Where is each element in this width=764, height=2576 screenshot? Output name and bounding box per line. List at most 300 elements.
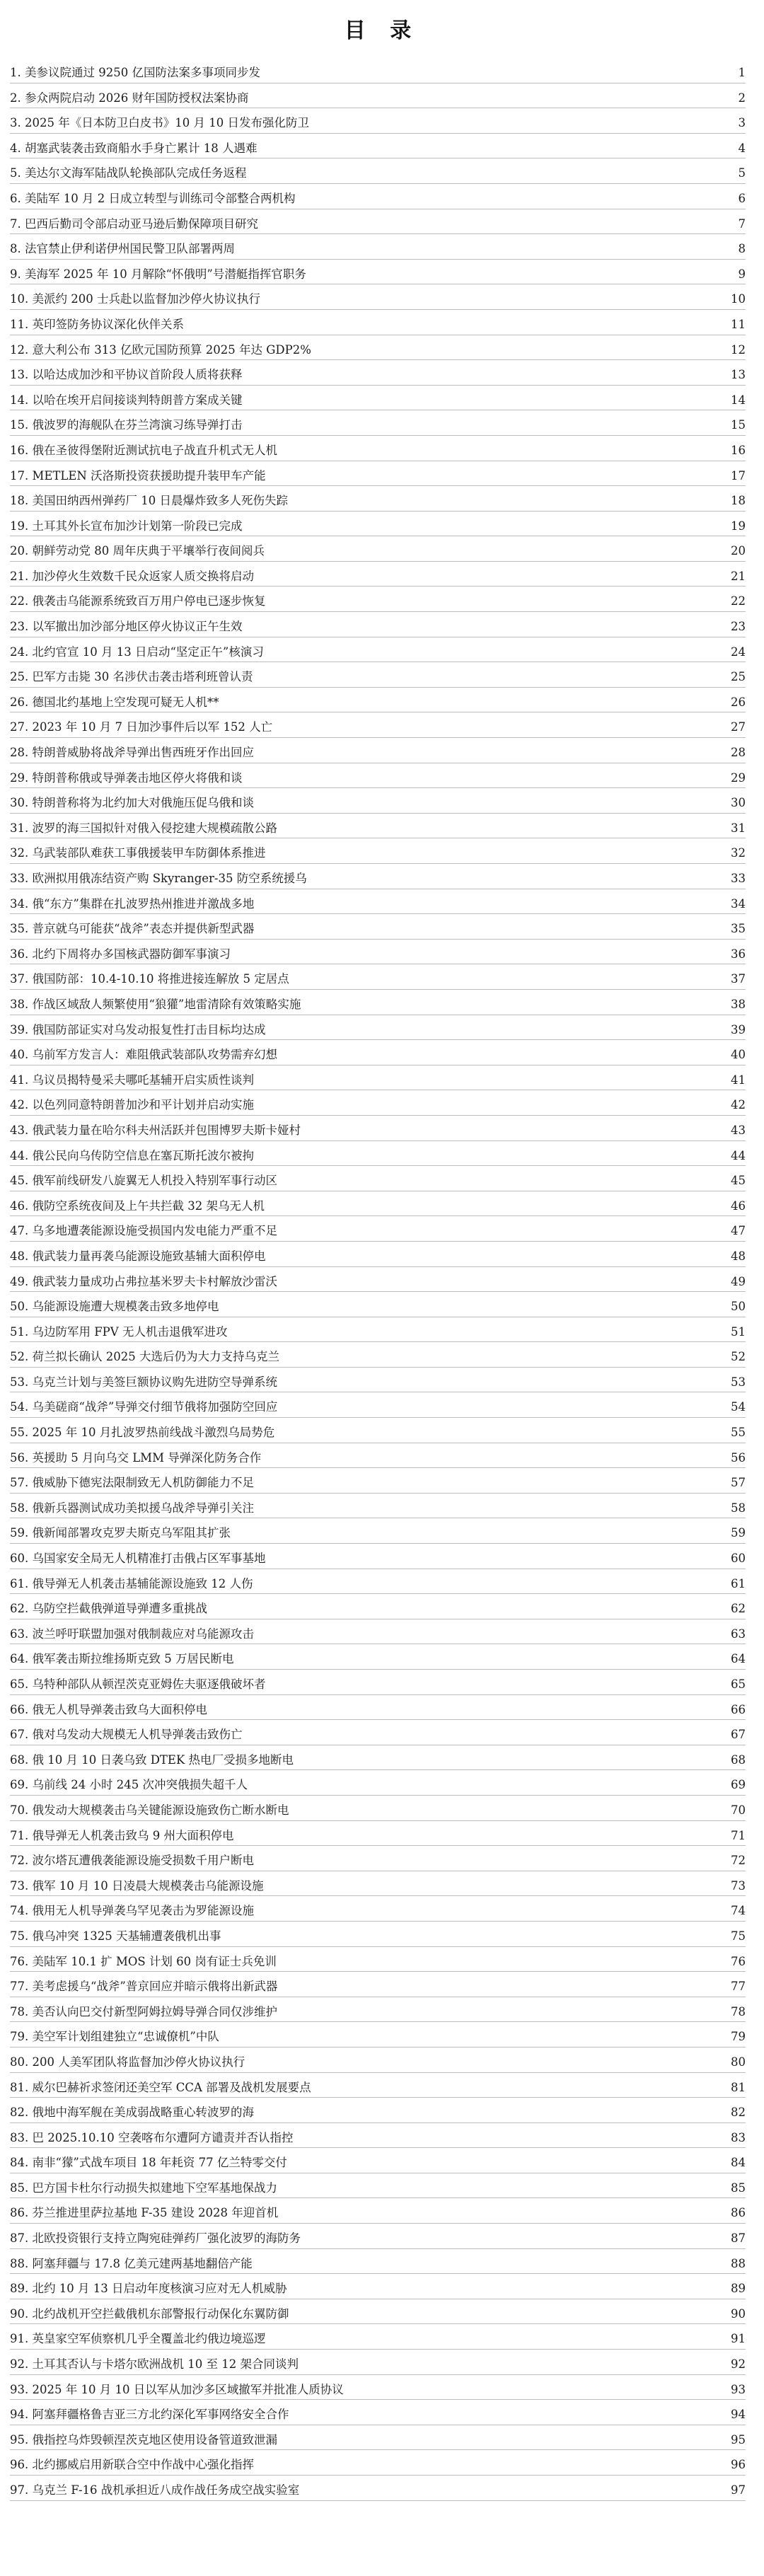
toc-entry-title: 28. 特朗普威胁将战斧导弹出售西班牙作出回应 <box>10 746 254 760</box>
toc-entry-divider <box>10 863 746 864</box>
toc-entry-divider <box>10 259 746 260</box>
toc-entry-title: 10. 美派约 200 士兵赴以监督加沙停火协议执行 <box>10 292 260 306</box>
toc-entry-title: 21. 加沙停火生效数千民众返家人质交换将启动 <box>10 569 254 583</box>
toc-entry-title: 19. 土耳其外长宣布加沙计划第一阶段已完成 <box>10 519 243 533</box>
toc-entry[interactable] <box>0 237 764 262</box>
toc-entry-title: 46. 俄防空系统夜间及上午共拦截 32 架乌无人机 <box>10 1199 265 1213</box>
toc-entry-title: 50. 乌能源设施遭大规模袭击致多地停电 <box>10 1300 219 1314</box>
toc-entry-title: 63. 波兰呼吁联盟加强对俄制裁应对乌能源攻击 <box>10 1627 254 1641</box>
toc-entry[interactable] <box>0 363 764 388</box>
toc-entry-title: 12. 意大利公布 313 亿欧元国防预算 2025 年达 GDP2% <box>10 342 311 357</box>
toc-entry[interactable] <box>0 791 764 816</box>
toc-entry-title: 93. 2025 年 10 月 10 日以军从加沙多区域撤军并批准人质协议 <box>10 2382 344 2396</box>
toc-entry-title: 54. 乌美磋商“战斧”导弹交付细节俄将加强防空回应 <box>10 1400 278 1414</box>
toc-entry-page-number: 13 <box>731 368 746 382</box>
toc-entry-divider <box>10 1215 746 1216</box>
toc-entry[interactable] <box>0 1673 764 1698</box>
toc-entry[interactable] <box>0 1773 764 1798</box>
toc-entry-page-number: 31 <box>731 821 746 835</box>
toc-entry[interactable] <box>0 589 764 615</box>
toc-entry[interactable] <box>0 2176 764 2202</box>
toc-entry[interactable] <box>0 1899 764 1924</box>
toc-entry[interactable] <box>0 489 764 514</box>
toc-entry[interactable] <box>0 262 764 288</box>
toc-entry[interactable] <box>0 539 764 565</box>
toc-entry-page-number: 66 <box>731 1702 746 1716</box>
toc-entry[interactable] <box>0 1270 764 1295</box>
toc-entry-page-number: 16 <box>731 443 746 457</box>
toc-entry-divider <box>10 2147 746 2148</box>
toc-entry[interactable] <box>0 287 764 313</box>
toc-entry-title: 75. 俄乌冲突 1325 天基辅遭袭俄机出事 <box>10 1929 221 1943</box>
toc-entry-divider <box>10 813 746 814</box>
toc-entry-title: 5. 美达尔文海军陆战队轮换部队完成任务返程 <box>10 166 247 180</box>
toc-entry[interactable] <box>0 1395 764 1421</box>
toc-entry-title: 39. 俄国防部证实对乌发动报复性打击目标均达成 <box>10 1022 266 1036</box>
toc-entry-title: 64. 俄军袭击斯拉维扬斯克致 5 万居民断电 <box>10 1652 234 1666</box>
toc-entry-title: 26. 德国北约基地上空发现可疑无人机** <box>10 695 219 709</box>
toc-entry-title: 67. 俄对乌发动大规模无人机导弹袭击致伤亡 <box>10 1728 243 1742</box>
toc-entry-divider <box>10 1946 746 1947</box>
toc-entry-page-number: 97 <box>731 2483 746 2497</box>
toc-entry-title: 92. 土耳其否认与卡塔尔欧洲战机 10 至 12 架合同谈判 <box>10 2357 299 2372</box>
toc-entry-title: 36. 北约下周将办多国核武器防御军事演习 <box>10 947 231 961</box>
toc-entry-page-number: 40 <box>731 1048 746 1062</box>
toc-entry-title: 69. 乌前线 24 小时 245 次冲突俄损失超千人 <box>10 1778 248 1792</box>
toc-entry[interactable] <box>0 2478 764 2504</box>
toc-entry-page-number: 70 <box>731 1803 746 1817</box>
toc-entry[interactable] <box>0 1068 764 1094</box>
toc-entry-title: 73. 俄军 10 月 10 日凌晨大规模袭击乌能源设施 <box>10 1878 264 1893</box>
toc-entry-title: 27. 2023 年 10 月 7 日加沙事件后以军 152 人亡 <box>10 720 273 734</box>
toc-entry-divider <box>10 2323 746 2324</box>
toc-entry[interactable] <box>0 1950 764 1975</box>
toc-entry[interactable] <box>0 942 764 968</box>
toc-entry-divider <box>10 385 746 386</box>
toc-entry-title: 20. 朝鲜劳动党 80 周年庆典于平壤举行夜间阅兵 <box>10 544 265 558</box>
toc-entry[interactable] <box>0 1370 764 1396</box>
toc-entry-title: 86. 芬兰推进里萨拉基地 F-35 建设 2028 年迎首机 <box>10 2206 279 2220</box>
toc-entry[interactable] <box>0 514 764 540</box>
toc-entry-title: 66. 俄无人机导弹袭击致乌大面积停电 <box>10 1702 207 1716</box>
toc-entry-title: 45. 俄军前线研发八旋翼无人机投入特别军事行动区 <box>10 1174 277 1188</box>
toc-entry-page-number: 29 <box>731 770 746 785</box>
toc-entry-title: 59. 俄新闻部署攻克罗夫斯克乌军阻其扩张 <box>10 1526 231 1540</box>
toc-entry-title: 2. 参众两院启动 2026 财年国防授权法案协商 <box>10 91 249 105</box>
toc-entry[interactable] <box>0 1748 764 1774</box>
toc-entry-page-number: 65 <box>731 1677 746 1691</box>
toc-entry-divider <box>10 133 746 134</box>
toc-entry-divider <box>10 1417 746 1418</box>
toc-entry-divider <box>10 1467 746 1468</box>
toc-entry-page-number: 49 <box>731 1274 746 1288</box>
toc-entry-title: 34. 俄“东方”集群在扎波罗热州推进并激战多地 <box>10 896 255 911</box>
toc-entry-page-number: 94 <box>731 2408 746 2422</box>
toc-entry-page-number: 28 <box>731 746 746 760</box>
toc-entry[interactable] <box>0 86 764 112</box>
toc-entry-page-number: 68 <box>731 1752 746 1767</box>
toc-entry-title: 56. 英援助 5 月向乌交 LMM 导弹深化防务合作 <box>10 1450 262 1465</box>
toc-entry[interactable] <box>0 1345 764 1370</box>
toc-entry-title: 62. 乌防空拦截俄弹道导弹遭多重挑战 <box>10 1602 207 1616</box>
toc-entry-divider <box>10 1140 746 1141</box>
toc-entry-page-number: 9 <box>738 267 746 281</box>
toc-entry[interactable] <box>0 1798 764 1824</box>
toc-entry[interactable] <box>0 2403 764 2428</box>
toc-entry-title: 23. 以军撤出加沙部分地区停火协议正午生效 <box>10 620 243 634</box>
toc-entry-page-number: 39 <box>731 1022 746 1036</box>
toc-entry-title: 72. 波尔塔瓦遭俄袭能源设施受损数千用户断电 <box>10 1854 254 1868</box>
toc-entry-divider <box>10 1719 746 1720</box>
toc-entry-title: 42. 以色列同意特朗普加沙和平计划并启动实施 <box>10 1098 254 1112</box>
toc-entry-title: 58. 俄新兵器测试成功美拟援乌战斧导弹引关注 <box>10 1501 254 1515</box>
toc-entry-title: 68. 俄 10 月 10 日袭乌致 DTEK 热电厂受损多地断电 <box>10 1752 294 1767</box>
toc-entry[interactable] <box>0 1421 764 1446</box>
toc-entry[interactable] <box>0 1496 764 1522</box>
toc-entry-title: 47. 乌多地遭袭能源设施受损国内发电能力严重不足 <box>10 1224 277 1238</box>
toc-entry-title: 30. 特朗普称将为北约加大对俄施压促乌俄和谈 <box>10 796 254 810</box>
toc-entry-title: 85. 巴方国卡杜尔行动损失拟建地下空军基地保战力 <box>10 2181 277 2195</box>
toc-entry-divider <box>10 2399 746 2400</box>
toc-entry[interactable] <box>0 2201 764 2226</box>
toc-entry-page-number: 59 <box>731 1526 746 1540</box>
toc-entry[interactable] <box>0 137 764 162</box>
toc-entry-divider <box>10 1039 746 1040</box>
toc-entry-divider <box>10 1241 746 1242</box>
toc-entry-title: 97. 乌克兰 F-16 战机承担近八成作战任务成空战实验室 <box>10 2483 300 2497</box>
toc-entry-page-number: 95 <box>731 2432 746 2447</box>
toc-entry-page-number: 93 <box>731 2382 746 2396</box>
toc-entry-title: 60. 乌国家安全局无人机精准打击俄占区军事基地 <box>10 1552 266 1566</box>
toc-entry[interactable] <box>0 1244 764 1270</box>
toc-entry-page-number: 90 <box>731 2306 746 2321</box>
toc-entry-title: 89. 北约 10 月 13 日启动年度核演习应对无人机威胁 <box>10 2282 287 2296</box>
toc-entry-title: 31. 波罗的海三国拟针对俄入侵挖建大规模疏散公路 <box>10 821 277 835</box>
toc-entry-page-number: 42 <box>731 1098 746 1112</box>
toc-entry-divider <box>10 2097 746 2098</box>
toc-entry[interactable] <box>0 2252 764 2277</box>
toc-entry[interactable] <box>0 187 764 212</box>
toc-entry-divider <box>10 1291 746 1292</box>
toc-entry-title: 11. 英印签防务协议深化伙伴关系 <box>10 317 184 331</box>
toc-entry[interactable] <box>0 338 764 364</box>
toc-entry[interactable] <box>0 161 764 187</box>
toc-entry[interactable] <box>0 1723 764 1748</box>
toc-entry-title: 1. 美参议院通过 9250 亿国防法案多事项同步发 <box>10 66 260 79</box>
toc-entry-page-number: 4 <box>738 141 746 155</box>
toc-entry-page-number: 12 <box>731 342 746 357</box>
toc-entry-title: 22. 俄袭击乌能源系统致百万用户停电已逐步恢复 <box>10 594 266 608</box>
toc-entry-title: 16. 俄在圣彼得堡附近测试抗电子战直升机式无人机 <box>10 443 277 457</box>
toc-entry[interactable] <box>0 2302 764 2328</box>
toc-entry-title: 91. 英皇家空军侦察机几乎全覆盖北约俄边境巡逻 <box>10 2332 266 2346</box>
toc-entry[interactable] <box>0 1295 764 1320</box>
toc-entry-divider <box>10 1266 746 1267</box>
toc-entry-title: 44. 俄公民向乌传防空信息在塞瓦斯托波尔被拘 <box>10 1148 254 1162</box>
toc-entry[interactable] <box>0 565 764 590</box>
toc-entry-divider <box>10 309 746 310</box>
toc-entry[interactable] <box>0 615 764 640</box>
toc-entry-page-number: 86 <box>731 2206 746 2220</box>
toc-entry-page-number: 57 <box>731 1476 746 1490</box>
toc-entry[interactable] <box>0 1521 764 1547</box>
toc-entry[interactable] <box>0 1093 764 1119</box>
toc-entry[interactable] <box>0 1975 764 2000</box>
toc-entry-page-number: 80 <box>731 2055 746 2069</box>
toc-entry[interactable] <box>0 1647 764 1673</box>
toc-entry[interactable] <box>0 1320 764 1346</box>
toc-entry[interactable] <box>0 2076 764 2101</box>
toc-entry-title: 88. 阿塞拜疆与 17.8 亿美元建两基地翻倍产能 <box>10 2256 253 2270</box>
toc-entry[interactable] <box>0 2378 764 2403</box>
toc-entry-divider <box>10 1493 746 1494</box>
toc-entry[interactable] <box>0 665 764 691</box>
toc-entry-page-number: 47 <box>731 1224 746 1238</box>
toc-entry-page-number: 84 <box>731 2156 746 2170</box>
toc-entry-divider <box>10 2223 746 2224</box>
toc-entry-title: 43. 俄武装力量在哈尔科夫州活跃并包围博罗夫斯卡娅村 <box>10 1123 301 1137</box>
toc-entry-page-number: 78 <box>731 2004 746 2018</box>
toc-entry[interactable] <box>0 1874 764 1900</box>
toc-entry[interactable] <box>0 1144 764 1169</box>
toc-entry-divider <box>10 1543 746 1544</box>
toc-title: 目 录 <box>344 18 420 43</box>
toc-entry-title: 79. 美空军计划组建独立“忠诚僚机”中队 <box>10 2030 219 2044</box>
toc-entry-page-number: 11 <box>731 317 746 331</box>
toc-entry-page-number: 25 <box>731 670 746 684</box>
toc-entry-divider <box>10 1165 746 1166</box>
toc-entry-divider <box>10 2122 746 2123</box>
toc-entry-page-number: 6 <box>738 191 746 205</box>
toc-entry-page-number: 2 <box>738 91 746 105</box>
toc-entry-title: 65. 乌特种部队从顿涅茨克亚姆佐夫驱逐俄破坏者 <box>10 1677 266 1691</box>
toc-entry[interactable] <box>0 1572 764 1598</box>
toc-entry-title: 17. METLEN 沃洛斯投资获援助提升装甲车产能 <box>10 468 266 483</box>
toc-entry[interactable] <box>0 1043 764 1068</box>
toc-entry-page-number: 85 <box>731 2181 746 2195</box>
toc-entry-title: 82. 俄地中海军舰在美成弱战略重心转波罗的海 <box>10 2106 254 2120</box>
toc-entry-title: 52. 荷兰拟长确认 2025 大选后仍为大力支持乌克兰 <box>10 1350 279 1364</box>
toc-entry-divider <box>10 511 746 512</box>
toc-entry[interactable] <box>0 1824 764 1849</box>
toc-entry-page-number: 53 <box>731 1375 746 1389</box>
toc-entry[interactable] <box>0 1622 764 1648</box>
toc-entry-title: 14. 以哈在埃开启间接谈判特朗普方案成关键 <box>10 393 243 407</box>
toc-entry-page-number: 23 <box>731 620 746 634</box>
toc-entry-title: 81. 威尔巴赫祈求签闭还美空军 CCA 部署及战机发展要点 <box>10 2080 311 2094</box>
toc-entry[interactable] <box>0 1597 764 1622</box>
toc-entry-page-number: 61 <box>731 1576 746 1590</box>
toc-entry-page-number: 15 <box>731 418 746 432</box>
toc-entry[interactable] <box>0 313 764 338</box>
toc-entry[interactable] <box>0 1849 764 1874</box>
toc-entry-page-number: 82 <box>731 2106 746 2120</box>
toc-entry-page-number: 62 <box>731 1602 746 1616</box>
toc-entry-page-number: 30 <box>731 796 746 810</box>
toc-entry-page-number: 21 <box>731 569 746 583</box>
toc-entry-divider <box>10 913 746 914</box>
toc-entry-divider <box>10 1769 746 1770</box>
table-of-contents <box>0 61 764 2504</box>
toc-entry-title: 84. 南非“獴”式战车项目 18 年耗资 77 亿兰特零交付 <box>10 2156 287 2170</box>
toc-entry[interactable] <box>0 212 764 238</box>
toc-entry-divider <box>10 233 746 234</box>
toc-entry[interactable] <box>0 2000 764 2026</box>
toc-entry-divider <box>10 1795 746 1796</box>
toc-entry-title: 61. 俄导弹无人机袭击基辅能源设施致 12 人伤 <box>10 1576 253 1590</box>
toc-entry-title: 74. 俄用无人机导弹袭乌罕见袭击为罗能源设施 <box>10 1904 254 1918</box>
toc-entry-title: 32. 乌武装部队难获工事俄援装甲车防御体系推进 <box>10 846 266 860</box>
toc-entry-page-number: 91 <box>731 2332 746 2346</box>
toc-entry-page-number: 75 <box>731 1929 746 1943</box>
toc-entry[interactable] <box>0 1219 764 1244</box>
toc-entry-title: 9. 美海军 2025 年 10 月解除“怀俄明”号潜艇指挥官职务 <box>10 267 306 281</box>
toc-entry-page-number: 72 <box>731 1854 746 1868</box>
toc-entry-title: 94. 阿塞拜疆格鲁吉亚三方北约深化军事网络安全合作 <box>10 2408 289 2422</box>
toc-entry[interactable] <box>0 439 764 464</box>
toc-entry[interactable] <box>0 766 764 792</box>
toc-entry-title: 51. 乌边防军用 FPV 无人机击退俄军进攻 <box>10 1324 228 1339</box>
toc-entry-divider <box>10 435 746 436</box>
toc-entry-title: 48. 俄武装力量再袭乌能源设施致基辅大面积停电 <box>10 1249 266 1263</box>
toc-entry-title: 4. 胡塞武装袭击致商船水手身亡累计 18 人遇难 <box>10 141 257 155</box>
toc-entry-divider <box>10 2374 746 2375</box>
toc-entry[interactable] <box>0 2101 764 2126</box>
toc-entry[interactable] <box>0 111 764 137</box>
toc-entry-page-number: 14 <box>731 393 746 407</box>
toc-entry[interactable] <box>0 2151 764 2176</box>
toc-entry[interactable] <box>0 1119 764 1144</box>
toc-entry-title: 53. 乌克兰计划与美签巨额协议购先进防空导弹系统 <box>10 1375 277 1389</box>
toc-entry-title: 70. 俄发动大规模袭击乌关键能源设施致伤亡断水断电 <box>10 1803 289 1817</box>
toc-entry[interactable] <box>0 2126 764 2152</box>
toc-entry[interactable] <box>0 1018 764 1044</box>
toc-entry-title: 49. 俄武装力量成功占弗拉基米罗夫卡村解放沙雷沃 <box>10 1274 277 1288</box>
toc-entry[interactable] <box>0 1924 764 1950</box>
toc-entry-page-number: 54 <box>731 1400 746 1414</box>
toc-entry[interactable] <box>0 917 764 942</box>
toc-entry[interactable] <box>0 1547 764 1572</box>
toc-entry[interactable] <box>0 691 764 716</box>
toc-entry[interactable] <box>0 2277 764 2302</box>
toc-entry[interactable] <box>0 715 764 741</box>
toc-entry-title: 87. 北欧投资银行支持立陶宛硅弹药厂强化波罗的海防务 <box>10 2231 301 2246</box>
toc-entry-page-number: 38 <box>731 997 746 1011</box>
toc-entry[interactable] <box>0 816 764 842</box>
toc-entry[interactable] <box>0 1446 764 1472</box>
toc-entry-page-number: 67 <box>731 1728 746 1742</box>
toc-entry[interactable] <box>0 1698 764 1723</box>
toc-entry-page-number: 22 <box>731 594 746 608</box>
toc-entry-divider <box>10 561 746 562</box>
toc-entry-page-number: 79 <box>731 2030 746 2044</box>
toc-entry-title: 41. 乌议员揭特曼采夫哪吒基辅开启实质性谈判 <box>10 1073 254 1087</box>
toc-entry-divider <box>10 687 746 688</box>
toc-entry-title: 37. 俄国防部：10.4-10.10 将推进接连解放 5 定居点 <box>10 972 289 986</box>
toc-entry-page-number: 81 <box>731 2080 746 2094</box>
toc-entry-divider <box>10 1895 746 1896</box>
toc-entry-title: 29. 特朗普称俄或导弹袭击地区停火将俄和谈 <box>10 770 243 785</box>
toc-entry[interactable] <box>0 1169 764 1194</box>
toc-entry-title: 77. 美考虑援乌“战斧”普京回应并暗示俄将出新武器 <box>10 1980 278 1994</box>
toc-entry[interactable] <box>0 464 764 490</box>
toc-entry[interactable] <box>0 413 764 439</box>
toc-entry[interactable] <box>0 2327 764 2352</box>
toc-entry[interactable] <box>0 967 764 993</box>
toc-entry-title: 6. 美陆军 10 月 2 日成立转型与训练司令部整合两机构 <box>10 191 296 205</box>
toc-entry[interactable] <box>0 2428 764 2454</box>
toc-entry[interactable] <box>0 1194 764 1220</box>
toc-entry-page-number: 71 <box>731 1828 746 1842</box>
toc-entry-page-number: 26 <box>731 695 746 709</box>
toc-entry-page-number: 50 <box>731 1300 746 1314</box>
toc-entry[interactable] <box>0 1471 764 1496</box>
toc-entry[interactable] <box>0 892 764 918</box>
toc-entry-title: 24. 北约官宣 10 月 13 日启动“坚定正午”核演习 <box>10 645 264 659</box>
toc-entry-page-number: 45 <box>731 1174 746 1188</box>
toc-entry-divider <box>10 2475 746 2476</box>
toc-entry-divider <box>10 737 746 738</box>
toc-entry-title: 7. 巴西后勤司令部启动亚马逊后勤保障项目研究 <box>10 216 258 231</box>
toc-entry[interactable] <box>0 741 764 766</box>
toc-entry-page-number: 37 <box>731 972 746 986</box>
toc-entry-title: 71. 俄导弹无人机袭击致乌 9 州大面积停电 <box>10 1828 234 1842</box>
toc-entry-divider <box>10 2273 746 2274</box>
toc-entry[interactable] <box>0 993 764 1018</box>
toc-entry[interactable] <box>0 2226 764 2252</box>
toc-entry[interactable] <box>0 388 764 414</box>
toc-entry[interactable] <box>0 2352 764 2378</box>
toc-entry-divider <box>10 1367 746 1368</box>
toc-entry-title: 57. 俄威胁下德宪法限制致无人机防御能力不足 <box>10 1476 254 1490</box>
toc-entry-page-number: 89 <box>731 2282 746 2296</box>
toc-entry-title: 96. 北约挪威启用新联合空中作战中心强化指挥 <box>10 2458 254 2472</box>
toc-entry-page-number: 27 <box>731 720 746 734</box>
toc-entry-title: 13. 以哈达成加沙和平协议首阶段人质将获释 <box>10 368 243 382</box>
toc-entry-page-number: 55 <box>731 1426 746 1440</box>
toc-entry-page-number: 51 <box>731 1324 746 1339</box>
toc-entry-title: 40. 乌前军方发言人：难阻俄武装部队攻势需弃幻想 <box>10 1048 277 1062</box>
toc-entry[interactable] <box>0 841 764 867</box>
toc-entry-page-number: 58 <box>731 1501 746 1515</box>
toc-entry-page-number: 88 <box>731 2256 746 2270</box>
toc-entry-page-number: 7 <box>738 216 746 231</box>
toc-entry-divider <box>10 1845 746 1846</box>
toc-entry-divider <box>10 359 746 360</box>
toc-entry-page-number: 10 <box>731 292 746 306</box>
toc-entry-page-number: 48 <box>731 1249 746 1263</box>
toc-entry-divider <box>10 1971 746 1972</box>
toc-entry-page-number: 32 <box>731 846 746 860</box>
toc-entry[interactable] <box>0 2025 764 2050</box>
toc-entry-page-number: 17 <box>731 468 746 483</box>
toc-entry[interactable] <box>0 2050 764 2076</box>
toc-entry[interactable] <box>0 61 764 86</box>
toc-entry-divider <box>10 2248 746 2249</box>
toc-entry-page-number: 36 <box>731 947 746 961</box>
toc-entry[interactable] <box>0 640 764 666</box>
toc-entry[interactable] <box>0 2453 764 2478</box>
toc-entry-title: 90. 北约战机开空拦截俄机东部警报行动保化东翼防御 <box>10 2306 289 2321</box>
toc-entry-page-number: 77 <box>731 1980 746 1994</box>
toc-entry-page-number: 64 <box>731 1652 746 1666</box>
toc-entry-divider <box>10 989 746 990</box>
toc-entry-divider <box>10 586 746 587</box>
toc-entry-divider <box>10 2072 746 2073</box>
toc-entry-page-number: 83 <box>731 2130 746 2144</box>
toc-entry-divider <box>10 2500 746 2501</box>
toc-entry[interactable] <box>0 867 764 892</box>
